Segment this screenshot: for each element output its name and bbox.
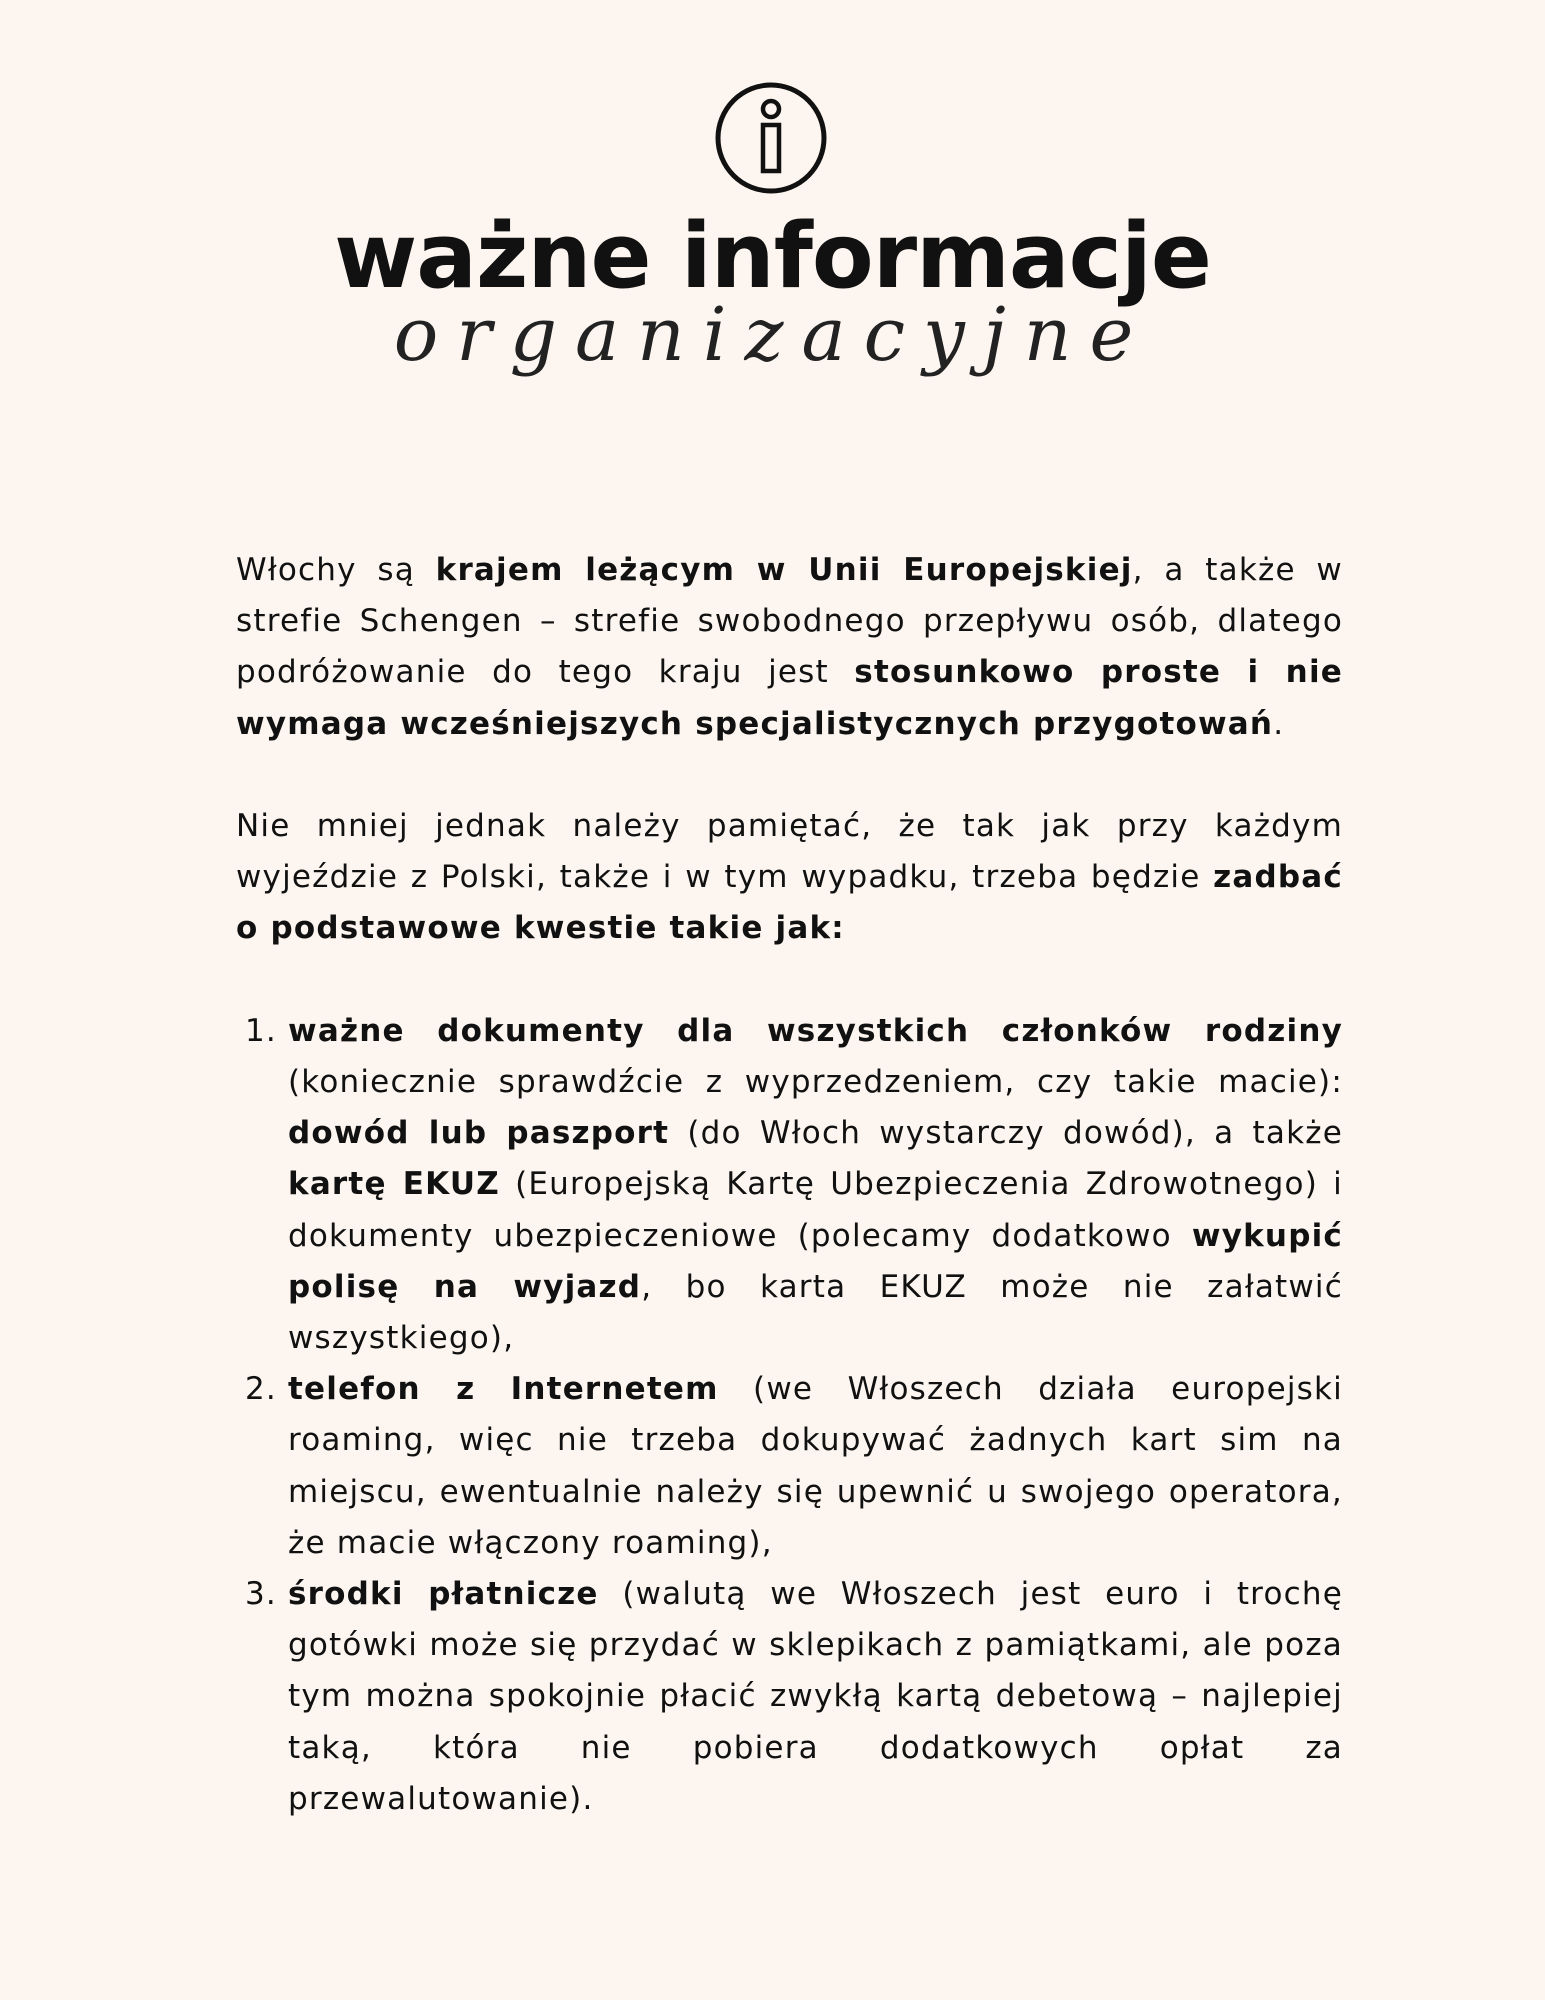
list-item-payment	[288, 1569, 1343, 1825]
text-segment: , a także w strefie Schengen – strefie swobodnego przepływu osób, dlatego podróżowanie do tego kraju jest	[236, 552, 1343, 691]
text-segment: Włochy są	[236, 552, 436, 588]
main-content	[236, 545, 1343, 1825]
text-segment: (walutą we Włoszech jest euro i trochę gotówki może się przydać w sklepikach z pamiątkami, ale poza tym można spokojnie płacić zwykłą kartą debetową – najlepiej taką, która nie pobiera dodatkowych opłat za przewalutowanie).	[288, 1576, 1343, 1817]
reminder-paragraph	[236, 801, 1343, 955]
text-segment: (koniecznie sprawdźcie z wyprzedzeniem, czy takie macie):	[288, 1064, 1343, 1100]
bold-segment: telefon z Internetem	[288, 1371, 719, 1408]
info-icon	[715, 82, 827, 194]
page-title: ważne informacje	[334, 204, 1211, 309]
bold-segment: wykupić polisę na wyjazd	[288, 1217, 1343, 1305]
text-segment: (do Włoch wystarczy dowód), a także	[669, 1115, 1343, 1152]
page-subtitle: organizacyjne	[393, 292, 1152, 378]
bold-segment: stosunkowo proste i nie wymaga wcześniejszych specjalistycznych przygotowań	[236, 654, 1343, 742]
bold-segment: ważne dokumenty dla wszystkich członków rodziny	[288, 1012, 1343, 1049]
text-segment: , bo karta EKUZ może nie załatwić wszystkiego),	[288, 1268, 1343, 1357]
intro-paragraph	[236, 545, 1343, 750]
text-segment: (we Włoszech działa europejski roaming, więc nie trzeba dokupywać żadnych kart sim na miejscu, ewentualnie należy się upewnić u swojego operatora, że macie włączony roaming),	[288, 1371, 1343, 1561]
text-segment: .	[1273, 705, 1285, 742]
bold-segment: krajem leżącym w Unii Europejskiej	[435, 552, 1133, 588]
list-item-documents	[288, 1006, 1343, 1364]
bold-segment: środki płatnicze	[288, 1576, 599, 1613]
checklist	[236, 1006, 1343, 1825]
bold-segment: dowód lub paszport	[288, 1115, 670, 1152]
list-item-phone	[288, 1364, 1343, 1569]
bold-segment: kartę EKUZ	[288, 1166, 500, 1203]
text-segment: (Europejską Kartę Ubezpieczenia Zdrowotnego) i dokumenty ubezpieczeniowe (polecamy dodatkowo	[288, 1166, 1343, 1254]
bold-segment: zadbać o podstawowe kwestie takie jak:	[236, 859, 1343, 947]
text-segment: Nie mniej jednak należy pamiętać, że tak jak przy każdym wyjeździe z Polski, także i w tym wypadku, trzeba będzie	[236, 808, 1343, 896]
